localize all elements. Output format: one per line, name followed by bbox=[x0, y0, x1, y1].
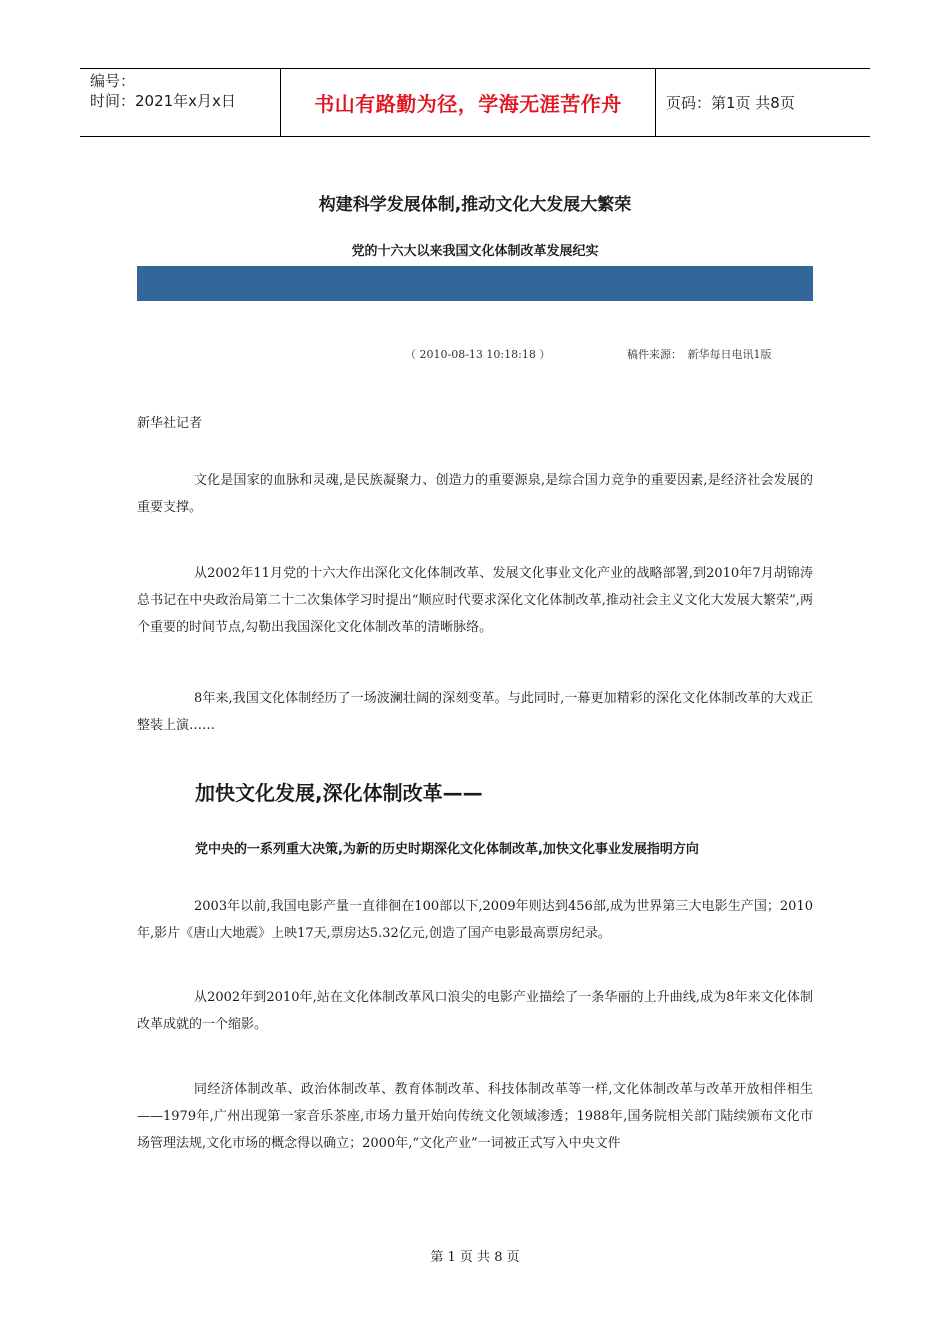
paragraph-3: 8年来,我国文化体制经历了一场波澜壮阔的深刻变革。与此同时,一幕更加精彩的深化文化体制改革的大戏正整装上演…… bbox=[137, 691, 813, 733]
section-subheading: 党中央的一系列重大决策,为新的历史时期深化文化体制改革,加快文化事业发展指明方向 bbox=[195, 842, 699, 857]
article-subtitle: 党的十六大以来我国文化体制改革发展纪实 bbox=[351, 244, 599, 259]
header-meta bbox=[80, 69, 280, 136]
section-paragraph-3: 同经济体制改革、政治体制改革、教育体制改革、科技体制改革等一样,文化体制改革与改革开放相伴相生——1979年,广州出现第一家音乐茶座,市场力量开始向传统文化领域渗透；1988年,国务院相关部门陆续颁布文化市场管理法规,文化市场的概念得以确立；2000年,“文化产业”一词被正式写入中央文件 bbox=[137, 1082, 813, 1151]
paragraph-1: 文化是国家的血脉和灵魂,是民族凝聚力、创造力的重要源泉,是综合国力竞争的重要因素,是经济社会发展的重要支撑。 bbox=[137, 473, 813, 515]
section-heading: 加快文化发展,深化体制改革—— bbox=[195, 781, 483, 805]
paragraph-2: 从2002年11月党的十六大作出深化文化体制改革、发展文化事业文化产业的战略部署,到2010年7月胡锦涛总书记在中央政治局第二十二次集体学习时提出“顺应时代要求深化文化体制改革,推动社会主义文化大发展大繁荣”,两个重要的时间节点,勾勒出我国深化文化体制改革的清晰脉络。 bbox=[137, 566, 813, 635]
document-header bbox=[80, 68, 870, 137]
header-motto: 书山有路勤为径，学海无涯苦作舟 bbox=[280, 69, 656, 136]
time-label: 时间：2021年x月x日 bbox=[90, 92, 236, 110]
number-label: 编号： bbox=[90, 72, 136, 90]
page-footer: 第 1 页 共 8 页 bbox=[430, 1250, 520, 1265]
section-paragraph-1: 2003年以前,我国电影产量一直徘徊在100部以下,2009年则达到456部,成为世界第三大电影生产国；2010年,影片《唐山大地震》上映17天,票房达5.32亿元,创造了国产电影最高票房纪录。 bbox=[137, 899, 813, 941]
header-page-info: 页码：第1页 共8页 bbox=[666, 94, 795, 112]
section-paragraph-2: 从2002年到2010年,站在文化体制改革风口浪尖的电影产业描绘了一条华丽的上升曲线,成为8年来文化体制改革成就的一个缩影。 bbox=[137, 990, 813, 1032]
article-date: （ 2010-08-13 10:18:18 ） bbox=[405, 348, 551, 361]
title-banner-bar bbox=[137, 266, 813, 301]
article-source: 稿件来源： 新华每日电讯1版 bbox=[627, 348, 772, 361]
article-title: 构建科学发展体制,推动文化大发展大繁荣 bbox=[318, 195, 632, 215]
article-author: 新华社记者 bbox=[137, 416, 203, 431]
